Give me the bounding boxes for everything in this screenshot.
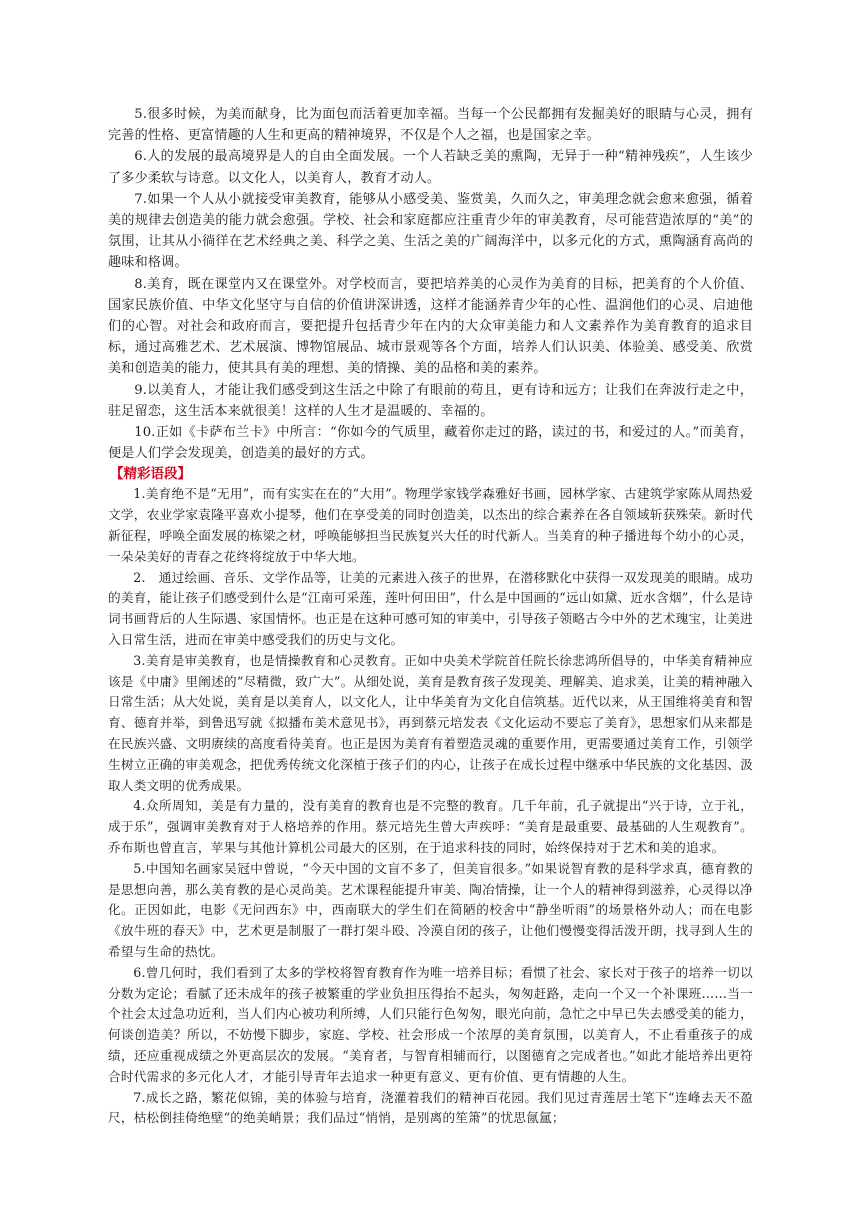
paragraph-5: 5.很多时候，为美而献身，比为面包而活着更加幸福。当每一个公民都拥有发掘美好的眼睛与心灵，拥有完善的性格、更富情趣的人生和更高的精神境界，不仅是个人之福，也是国家之幸。 xyxy=(108,107,753,144)
excerpt-6: 6.曾几何时，我们看到了太多的学校将智育教育作为唯一培养目标；看惯了社会、家长对于孩子的培养一切以分数为定论；看腻了还未成年的孩子被繁重的学业负担压得抬不起头，匆匆赶路，走向一个又一个补课班……当一个社会太过急功近利，当人们内心被功利所缚，人们只能行色匆匆，眼光向前，急忙之中早已失去感受美的能力，何谈创造美？所以，不妨慢下脚步，家庭、学校、社会形成一个浓厚的美育氛围，以美育人，不止看重孩子的成绩，还应重视成绩之外更高层次的发展。“美育者，与智育相辅而行，以图德育之完成者也。”如此才能培养出更符合时代需求的多元化人才，才能引导青年去追求一种更有意义、更有价值、更有情趣的人生。 xyxy=(108,964,753,1084)
excerpt-1: 1.美育绝不是“无用”，而有实实在在的“大用”。物理学家钱学森雅好书画，园林学家、古建筑学家陈从周热爱文学，农业学家袁隆平喜欢小提琴，他们在享受美的同时创造美，以杰出的综合素养在各自领域斩获殊荣。新时代新征程，呼唤全面发展的栋梁之材，呼唤能够担当民族复兴大任的时代新人。当美育的种子播进每个幼小的心灵，一朵朵美好的青春之花终将绽放于中华大地。 xyxy=(108,486,753,564)
section-heading: 【精彩语段】 xyxy=(110,466,191,483)
excerpt-4: 4.众所周知，美是有力量的，没有美育的教育也是不完整的教育。几千年前，孔子就提出“兴于诗，立于礼，成于乐”，强调审美教育对于人格培养的作用。蔡元培先生曾大声疾呼：“美育是最重要、最基础的人生观教育”。乔布斯也曾直言，苹果与其他计算机公司最大的区别，在于追求科技的同时，始终保持对于艺术和美的追求。 xyxy=(108,798,753,855)
paragraph-6: 6.人的发展的最高境界是人的自由全面发展。一个人若缺乏美的熏陶，无异于一种“精神残疾”，人生该少了多少柔软与诗意。以文化人，以美育人，教育才动人。 xyxy=(108,149,753,186)
document-page xyxy=(108,104,753,1129)
paragraph-8: 8.美育，既在课堂内又在课堂外。对学校而言，要把培养美的心灵作为美育的目标，把美育的个人价值、国家民族价值、中华文化坚守与自信的价值讲深讲透，这样才能涵养青少年的心性、温润他们的心灵、启迪他们的心智。对社会和政府而言，要把提升包括青少年在内的大众审美能力和人文素养作为美育教育的追求目标，通过高雅艺术、艺术展演、博物馆展品、城市景观等各个方面，培养人们认识美、体验美、感受美、欣赏美和创造美的能力，使其具有美的理想、美的情操、美的品格和美的素养。 xyxy=(108,276,753,377)
paragraph-9: 9.以美育人，才能让我们感受到这生活之中除了有眼前的苟且，更有诗和远方；让我们在奔波行走之中，驻足留恋，这生活本来就很美！这样的人生才是温暖的、幸福的。 xyxy=(108,382,753,419)
excerpt-3: 3.美育是审美教育，也是情操教育和心灵教育。正如中央美术学院首任院长徐悲鸿所倡导的，中华美育精神应该是《中庸》里阐述的“尽精微，致广大”。从细处说，美育是教育孩子发现美、理解美、追求美，让美的精神融入日常生活；从大处说，美育是以美育人，以文化人，让中华美育为文化自信筑基。近代以来，从王国维将美育和智育、德育并举，到鲁迅写就《拟播布美术意见书》，再到蔡元培发表《文化运动不要忘了美育》，思想家们从来都是在民族兴盛、文明赓续的高度看待美育。也正是因为美育有着塑造灵魂的重要作用，更需要通过美育工作，引领学生树立正确的审美观念，把优秀传统文化深植于孩子们的内心，让孩子在成长过程中继承中华民族的文化基因、汲取人类文明的优秀成果。 xyxy=(108,652,753,793)
excerpt-2: 2. 通过绘画、音乐、文学作品等，让美的元素进入孩子的世界，在潜移默化中获得一双发现美的眼睛。成功的美育，能让孩子们感受到什么是“江南可采莲，莲叶何田田”，什么是中国画的“远山如黛、近水含烟”，什么是诗词书画背后的人生际遇、家国情怀。也正是在这种可感可知的审美中，引导孩子领略古今中外的艺术瑰宝，让美进入日常生活，进而在审美中感受我们的历史与文化。 xyxy=(108,569,753,648)
excerpt-7: 7.成长之路，繁花似锦，美的体验与培育，浇灌着我们的精神百花园。我们见过青莲居士笔下“连峰去天不盈尺，枯松倒挂倚绝壁“的绝美峭景；我们品过“悄悄，是别离的笙箫”的忧思氤氲； xyxy=(108,1089,753,1126)
excerpt-5: 5.中国知名画家吴冠中曾说，“今天中国的文盲不多了，但美盲很多。”如果说智育教的是科学求真，德育教的是思想向善，那么美育教的是心灵尚美。艺术课程能提升审美、陶冶情操，让一个人的精神得到滋养，心灵得以净化。正因如此，电影《无问西东》中，西南联大的学生们在简陋的校舍中“静坐听雨”的场景格外动人；而在电影《放牛班的春天》中，艺术更是制服了一群打架斗殴、冷漠自闭的孩子，让他们慢慢变得活泼开朗，找寻到人生的希望与生命的热忱。 xyxy=(108,860,753,959)
paragraph-10: 10.正如《卡萨布兰卡》中所言：“你如今的气质里，藏着你走过的路，读过的书，和爱过的人。”而美育，便是人们学会发现美，创造美的最好的方式。 xyxy=(108,425,753,462)
paragraph-7: 7.如果一个人从小就接受审美教育，能够从小感受美、鉴赏美，久而久之，审美理念就会愈来愈强，循着美的规律去创造美的能力就会愈强。学校、社会和家庭都应注重青少年的审美教育，尽可能营造浓厚的“美”的氛围，让其从小徜徉在艺术经典之美、科学之美、生活之美的广阔海洋中，以多元化的方式，熏陶涵育高尚的趣味和格调。 xyxy=(108,191,753,271)
